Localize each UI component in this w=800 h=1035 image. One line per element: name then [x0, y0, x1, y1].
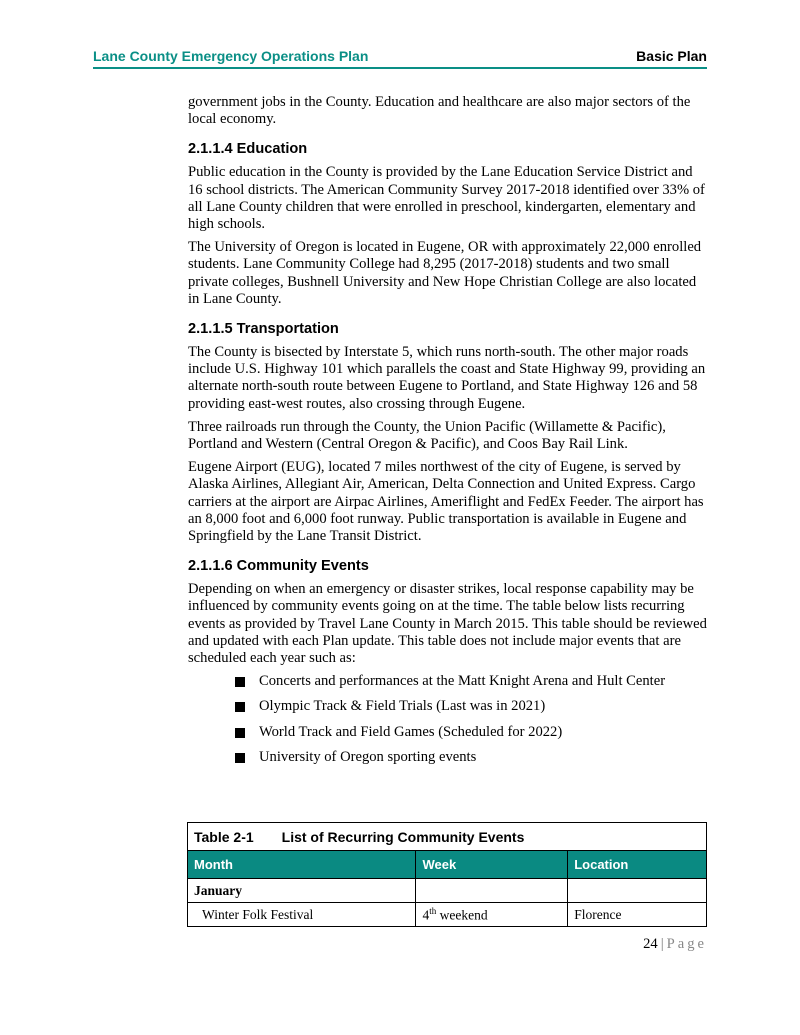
event-name-cell: Winter Folk Festival [188, 903, 416, 927]
week-text: weekend [436, 907, 488, 923]
table-month-row [188, 879, 707, 903]
list-item [235, 673, 708, 690]
bullet-text: University of Oregon sporting events [259, 748, 477, 765]
bullet-text: Concerts and performances at the Matt Knight Arena and Hult Center [259, 673, 666, 690]
education-heading: 2.1.1.4 Education [188, 141, 308, 158]
community-events-paragraph: Depending on when an emergency or disaster strikes, local response capability may be influenced by community events going on at the time. The table below lists recurring events as provided by Travel Lane County in March 2015. This table should be reviewed and updated with each Plan update. This table does not include major events that are scheduled each year such as: [188, 581, 707, 667]
intro-paragraph: government jobs in the County. Education and healthcare are also major sectors of the local economy. [188, 94, 691, 128]
events-bullet-list [188, 673, 708, 766]
transportation-heading: 2.1.1.5 Transportation [188, 321, 339, 338]
square-bullet-icon [235, 753, 245, 763]
table-caption-row [188, 823, 707, 851]
square-bullet-icon [235, 677, 245, 687]
column-header-month: Month [188, 851, 416, 879]
recurring-events-table [187, 822, 707, 927]
column-header-week: Week [416, 851, 568, 879]
footer-separator: | [660, 936, 664, 952]
transportation-paragraph-3: Eugene Airport (EUG), located 7 miles northwest of the city of Eugene, is served by Alaska Airlines, Allegiant Air, American, Delta Connection and United Express. Cargo carriers at the airport are Airpac Airlines, Ameriflight and FedEx Feeder. The airport has an 8,000 foot and 6,000 foot runway. Public transportation is available in Eugene and Springfield by the Lane Transit District. [188, 459, 704, 545]
education-paragraph-2: The University of Oregon is located in Eugene, OR with approximately 22,000 enrolled students. Lane Community College had 8,295 (2017-2018) students and two small private colleges, Bushnell University and New Hope Christian College are also located in Lane County. [188, 239, 702, 307]
transportation-paragraph-2: Three railroads run through the County, the Union Pacific (Willamette & Pacific), Portland and Western (Central Oregon & Pacific), and Coos Bay Rail Link. [188, 418, 666, 453]
month-cell: January [188, 879, 416, 903]
square-bullet-icon [235, 728, 245, 738]
table-row [188, 903, 707, 927]
list-item [235, 749, 708, 766]
section-title: Basic Plan [636, 48, 707, 64]
plan-title: Lane County Emergency Operations Plan [93, 48, 369, 64]
table-caption-label: Table 2-1 [194, 828, 254, 845]
education-paragraph-1: Public education in the County is provided by the Lane Education Service District and 16 school districts. The American Community Survey 2017-2018 identified over 33% of all Lane County children that were enrolled in preschool, kindergarten, elementary and high schools. [188, 164, 705, 233]
list-item [235, 724, 708, 741]
empty-cell [568, 879, 707, 903]
table-caption [188, 823, 707, 851]
table-header-row [188, 851, 707, 879]
week-number: 4 [422, 907, 430, 923]
list-item [235, 698, 708, 715]
page-word: Page [666, 936, 707, 952]
body-text [188, 94, 708, 774]
event-week-cell [416, 903, 568, 927]
bullet-text: World Track and Field Games (Scheduled for 2022) [259, 723, 563, 740]
page-header [93, 47, 707, 69]
event-location-cell: Florence [568, 903, 707, 927]
page-number: 24 [643, 936, 658, 952]
square-bullet-icon [235, 702, 245, 712]
community-events-heading: 2.1.1.6 Community Events [188, 558, 369, 575]
table-caption-title: List of Recurring Community Events [281, 828, 525, 845]
column-header-location: Location [568, 851, 707, 879]
bullet-text: Olympic Track & Field Trials (Last was in 2021) [259, 698, 546, 715]
transportation-paragraph-1: The County is bisected by Interstate 5, which runs north-south. The other major roads include U.S. Highway 101 which parallels the coast and State Highway 99, providing an alternate north-south route between Eugene to Portland, and State Highway 126 and 58 providing east-west routes, also crossing through Eugene. [188, 344, 706, 412]
page-footer [643, 936, 707, 953]
empty-cell [416, 879, 568, 903]
week-suffix: th [429, 905, 437, 916]
